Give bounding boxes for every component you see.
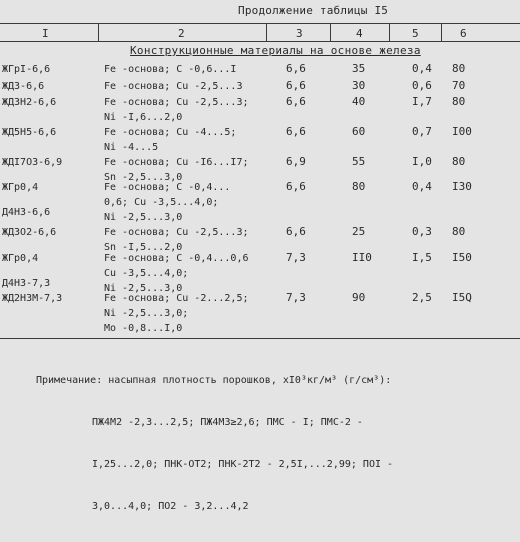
density-cell: 6,6 (286, 225, 306, 238)
density-cell: 6,6 (286, 79, 306, 92)
elongation-cell: 2,5 (412, 291, 432, 304)
density-cell: 6,6 (286, 95, 306, 108)
grade-cell (2, 79, 44, 94)
grade-cell (2, 291, 62, 306)
grade-line: ЖД3-6,6 (2, 81, 45, 92)
composition-line: Fe -основа; Cu -I6...I7; (104, 157, 249, 168)
header-col-6: 6 (460, 27, 467, 40)
strength-cell: 60 (352, 125, 366, 138)
composition-line: Fe -основа; C -0,6...I (104, 64, 237, 75)
composition-line: Ni -2,5...3,0 (104, 283, 183, 294)
density-cell: 7,3 (286, 251, 306, 264)
grade-cell (2, 125, 56, 140)
hardness-cell: I50 (452, 251, 472, 264)
grade-cell (2, 62, 50, 77)
header-col-1: I (42, 27, 49, 40)
grade-line: ЖД2Н3М-7,3 (2, 293, 63, 304)
hardness-cell: 70 (452, 79, 466, 92)
composition-cell (104, 251, 249, 296)
grade-line: ЖД5Н5-6,6 (2, 127, 57, 138)
composition-cell (104, 62, 236, 77)
hardness-cell: I30 (452, 180, 472, 193)
grade-line: ЖД3О2-6,6 (2, 227, 57, 238)
composition-line: Sn -I,5...2,0 (104, 242, 183, 253)
elongation-cell: 0,3 (412, 225, 432, 238)
hardness-cell: I5Q (452, 291, 472, 304)
col-divider (330, 23, 331, 41)
table-note (36, 346, 393, 542)
elongation-cell: I,7 (412, 95, 432, 108)
grade-line: ЖГр0,4 (2, 182, 39, 193)
grade-cell (2, 251, 50, 291)
strength-cell: 90 (352, 291, 366, 304)
grade-line: ЖДI7О3-6,9 (2, 157, 63, 168)
composition-line: Fe -основа; C -0,4...0,6 (104, 253, 249, 264)
composition-cell (104, 79, 242, 94)
table-bottom-rule (0, 338, 520, 339)
hardness-cell: I00 (452, 125, 472, 138)
col-divider (98, 23, 99, 41)
header-col-5: 5 (412, 27, 419, 40)
strength-cell: 40 (352, 95, 366, 108)
elongation-cell: 0,4 (412, 180, 432, 193)
strength-cell: 30 (352, 79, 366, 92)
note-line: насыпная плотность порошков, хI0³кг/м³ (г/см³): (108, 375, 392, 386)
table-caption: Продолжение таблицы I5 (238, 4, 389, 17)
header-bottom-rule (0, 41, 520, 42)
elongation-cell: 0,4 (412, 62, 432, 75)
composition-line: Fe -основа; Cu -2,5...3 (104, 81, 243, 92)
header-top-rule (0, 23, 520, 24)
composition-line: Fe -основа; Cu -2,5...3; (104, 97, 249, 108)
strength-cell: 55 (352, 155, 366, 168)
composition-line: Ni -I,6...2,0 (104, 112, 183, 123)
grade-cell (2, 225, 56, 240)
col-divider (266, 23, 267, 41)
elongation-cell: I,0 (412, 155, 432, 168)
note-line: 3,0...4,0; ПО2 - 3,2...4,2 (92, 501, 249, 512)
density-cell: 6,9 (286, 155, 306, 168)
hardness-cell: 80 (452, 62, 466, 75)
hardness-cell: 80 (452, 155, 466, 168)
strength-cell: 35 (352, 62, 366, 75)
elongation-cell: 0,6 (412, 79, 432, 92)
strength-cell: 80 (352, 180, 366, 193)
strength-cell: II0 (352, 251, 372, 264)
composition-line: Ni -2,5...3,0; (104, 308, 189, 319)
header-col-3: 3 (296, 27, 303, 40)
composition-line: Ni -2,5...3,0 (104, 212, 183, 223)
composition-line: Mo -0,8...I,0 (104, 323, 183, 334)
composition-line: Fe -основа; Cu -4...5; (104, 127, 237, 138)
composition-line: Ni -4...5 (104, 142, 159, 153)
grade-line: Д4Н3-7,3 (2, 278, 51, 289)
header-col-4: 4 (356, 27, 363, 40)
hardness-cell: 80 (452, 225, 466, 238)
composition-cell (104, 180, 230, 225)
composition-line: Sn -2,5...3,0 (104, 172, 183, 183)
density-cell: 6,6 (286, 125, 306, 138)
section-title: Конструкционные материалы на основе железа (130, 44, 421, 57)
note-label: Примечание: (36, 375, 103, 386)
composition-cell (104, 291, 249, 336)
grade-cell (2, 95, 56, 110)
col-divider (441, 23, 442, 41)
grade-cell (2, 155, 62, 170)
grade-cell (2, 180, 50, 220)
density-cell: 6,6 (286, 180, 306, 193)
composition-line: Fe -основа; Cu -2,5...3; (104, 227, 249, 238)
composition-cell (104, 125, 236, 155)
composition-line: 0,6; Cu -3,5...4,0; (104, 197, 219, 208)
composition-cell (104, 95, 249, 125)
elongation-cell: I,5 (412, 251, 432, 264)
grade-line: Д4Н3-6,6 (2, 207, 51, 218)
strength-cell: 25 (352, 225, 366, 238)
density-cell: 6,6 (286, 62, 306, 75)
elongation-cell: 0,7 (412, 125, 432, 138)
grade-line: ЖГрI-6,6 (2, 64, 51, 75)
note-line: ПЖ4М2 -2,3...2,5; ПЖ4М3≥2,6; ПМС - I; ПМС-2 - (92, 417, 363, 428)
density-cell: 7,3 (286, 291, 306, 304)
col-divider (389, 23, 390, 41)
composition-line: Fe -основа; Cu -2...2,5; (104, 293, 249, 304)
note-line: I,25...2,0; ПНК-ОТ2; ПНК-2Т2 - 2,5I,...2,99; ПОI - (92, 459, 394, 470)
header-col-2: 2 (178, 27, 185, 40)
grade-line: ЖД3Н2-6,6 (2, 97, 57, 108)
composition-line: Fe -основа; C -0,4... (104, 182, 231, 193)
composition-line: Cu -3,5...4,0; (104, 268, 189, 279)
hardness-cell: 80 (452, 95, 466, 108)
grade-line: ЖГр0,4 (2, 253, 39, 264)
